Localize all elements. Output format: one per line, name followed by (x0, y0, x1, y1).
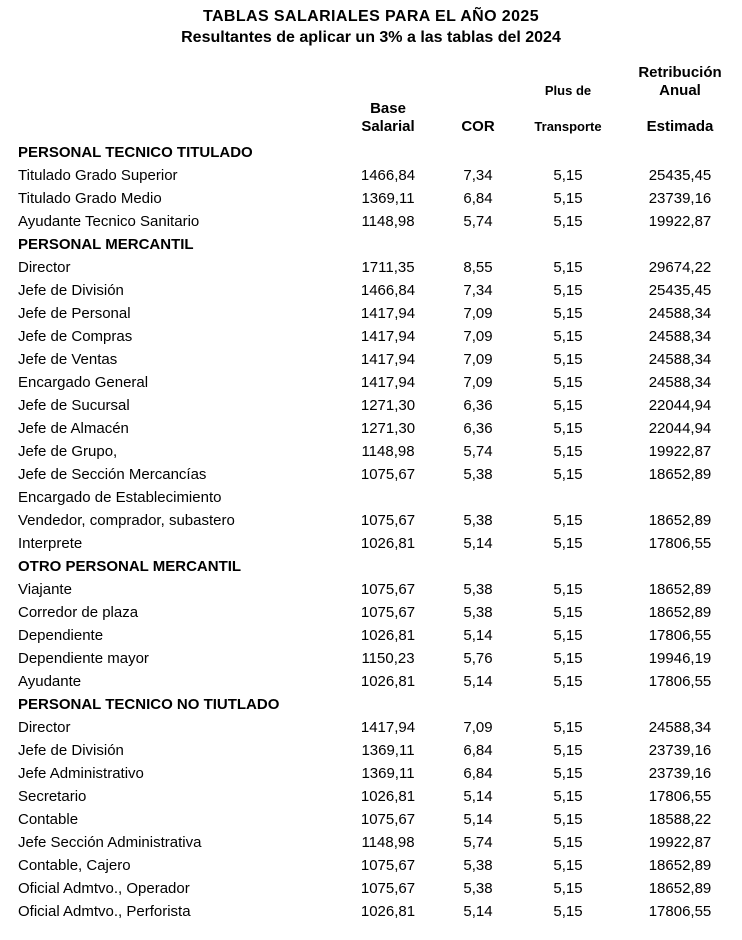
salary-row (0, 877, 742, 900)
salary-row (0, 440, 742, 463)
base-salarial-cell: 1075,67 (360, 466, 416, 483)
header-line-2 (0, 82, 742, 100)
column-header-base-line1: Base (370, 100, 406, 117)
section-header-row (0, 141, 742, 164)
retribucion-anual-cell: 18588,22 (648, 811, 712, 828)
cor-cell: 5,76 (463, 650, 493, 667)
salary-row (0, 739, 742, 762)
plus-transporte-cell: 5,15 (553, 466, 583, 483)
salary-row (0, 509, 742, 532)
section-title: PERSONAL TECNICO TITULADO (18, 144, 253, 161)
plus-transporte-cell: 5,15 (553, 351, 583, 368)
retribucion-anual-cell: 18652,89 (648, 466, 712, 483)
salary-row (0, 785, 742, 808)
salary-row (0, 348, 742, 371)
salary-row (0, 900, 742, 923)
salary-row (0, 256, 742, 279)
job-title-cell: Titulado Grado Superior (18, 167, 178, 184)
job-title-cell: Jefe de Grupo, (18, 443, 118, 460)
salary-row (0, 854, 742, 877)
plus-transporte-cell: 5,15 (553, 328, 583, 345)
cor-cell: 6,36 (463, 397, 493, 414)
plus-transporte-cell: 5,15 (553, 903, 583, 920)
cor-cell: 5,14 (463, 903, 493, 920)
base-salarial-cell: 1417,94 (360, 328, 416, 345)
job-title-cell: Jefe de División (18, 282, 124, 299)
salary-table-body (0, 141, 742, 923)
base-salarial-cell: 1271,30 (360, 397, 416, 414)
retribucion-anual-cell: 18652,89 (648, 512, 712, 529)
base-salarial-cell: 1148,98 (361, 443, 415, 460)
retribucion-anual-cell: 23739,16 (648, 765, 712, 782)
page-subtitle: Resultantes de aplicar un 3% a las tablas del 2024 (181, 29, 561, 46)
job-title-cell: Jefe Administrativo (18, 765, 144, 782)
plus-transporte-cell: 5,15 (553, 627, 583, 644)
base-salarial-cell: 1148,98 (361, 213, 415, 230)
plus-transporte-cell: 5,15 (553, 167, 583, 184)
base-salarial-cell: 1075,67 (360, 811, 416, 828)
retribucion-anual-cell: 24588,34 (648, 305, 712, 322)
base-salarial-cell: 1271,30 (360, 420, 416, 437)
cor-cell: 5,38 (463, 880, 493, 897)
salary-row (0, 624, 742, 647)
plus-transporte-cell: 5,15 (553, 811, 583, 828)
plus-transporte-cell: 5,15 (553, 535, 583, 552)
salary-row (0, 670, 742, 693)
base-salarial-cell: 1369,11 (361, 190, 415, 207)
job-title-cell: Corredor de plaza (18, 604, 139, 621)
base-salarial-cell: 1369,11 (361, 765, 415, 782)
plus-transporte-cell: 5,15 (553, 650, 583, 667)
plus-transporte-cell: 5,15 (553, 282, 583, 299)
base-salarial-cell: 1026,81 (360, 903, 416, 920)
base-salarial-cell: 1075,67 (360, 512, 416, 529)
job-title-cell: Dependiente mayor (18, 650, 149, 667)
cor-cell: 6,36 (463, 420, 493, 437)
cor-cell: 5,14 (463, 535, 493, 552)
header-line-3 (0, 100, 742, 118)
cor-cell: 5,38 (463, 857, 493, 874)
job-title-cell: Jefe de Compras (18, 328, 133, 345)
section-header-row (0, 693, 742, 716)
column-header-plus-line2: Transporte (534, 119, 602, 134)
retribucion-anual-cell: 17806,55 (648, 627, 712, 644)
plus-transporte-cell: 5,15 (553, 673, 583, 690)
base-salarial-cell: 1466,84 (360, 282, 416, 299)
salary-row (0, 647, 742, 670)
salary-row (0, 601, 742, 624)
base-salarial-cell: 1417,94 (360, 374, 416, 391)
job-title-cell: Jefe de Ventas (18, 351, 118, 368)
section-title: PERSONAL TECNICO NO TIUTLADO (18, 696, 280, 713)
job-title-cell: Jefe de División (18, 742, 124, 759)
retribucion-anual-cell: 19922,87 (648, 834, 712, 851)
cor-cell: 5,38 (463, 512, 493, 529)
job-title-cell: Ayudante Tecnico Sanitario (18, 213, 200, 230)
cor-cell: 5,14 (463, 788, 493, 805)
retribucion-anual-cell: 17806,55 (648, 673, 712, 690)
cor-cell: 6,84 (463, 742, 493, 759)
salary-row (0, 210, 742, 233)
retribucion-anual-cell: 24588,34 (648, 374, 712, 391)
cor-cell: 7,09 (463, 305, 493, 322)
job-title-cell: Encargado de Establecimiento (18, 489, 222, 506)
base-salarial-cell: 1711,35 (361, 259, 415, 276)
plus-transporte-cell: 5,15 (553, 604, 583, 621)
cor-cell: 7,34 (463, 167, 493, 184)
base-salarial-cell: 1075,67 (360, 604, 416, 621)
job-title-cell: Jefe de Sección Mercancías (18, 466, 207, 483)
retribucion-anual-cell: 22044,94 (648, 420, 712, 437)
cor-cell: 5,38 (463, 604, 493, 621)
salary-row (0, 417, 742, 440)
job-title-cell: Jefe de Almacén (18, 420, 129, 437)
cor-cell: 5,14 (463, 673, 493, 690)
salary-row (0, 394, 742, 417)
salary-row (0, 578, 742, 601)
cor-cell: 7,34 (463, 282, 493, 299)
salary-row (0, 187, 742, 210)
job-title-cell: Interprete (18, 535, 83, 552)
cor-cell: 7,09 (463, 351, 493, 368)
base-salarial-cell: 1075,67 (360, 880, 416, 897)
job-title-cell: Director (18, 719, 71, 736)
cor-cell: 6,84 (463, 765, 493, 782)
plus-transporte-cell: 5,15 (553, 719, 583, 736)
job-title-cell: Dependiente (18, 627, 104, 644)
cor-cell: 5,38 (463, 581, 493, 598)
salary-row (0, 486, 742, 509)
base-salarial-cell: 1417,94 (360, 351, 416, 368)
column-header-retribucion-line2: Anual (659, 82, 701, 99)
page-title: TABLAS SALARIALES PARA EL AÑO 2025 (202, 8, 539, 25)
header-line-4 (0, 118, 742, 136)
base-salarial-cell (338, 486, 438, 509)
job-title-cell: Contable (18, 811, 79, 828)
salary-row (0, 532, 742, 555)
retribucion-anual-cell: 23739,16 (648, 190, 712, 207)
salary-row (0, 762, 742, 785)
base-salarial-cell: 1417,94 (360, 305, 416, 322)
retribucion-anual-cell: 29674,22 (648, 259, 712, 276)
job-title-cell: Jefe de Personal (18, 305, 131, 322)
plus-transporte-cell: 5,15 (553, 190, 583, 207)
plus-transporte-cell: 5,15 (553, 742, 583, 759)
base-salarial-cell: 1026,81 (360, 673, 416, 690)
retribucion-anual-cell: 18652,89 (648, 581, 712, 598)
retribucion-anual-cell: 19946,19 (648, 650, 712, 667)
base-salarial-cell: 1148,98 (361, 834, 415, 851)
base-salarial-cell: 1026,81 (360, 788, 416, 805)
salary-row (0, 279, 742, 302)
cor-cell: 5,74 (463, 213, 493, 230)
cor-cell: 5,74 (463, 834, 493, 851)
retribucion-anual-cell: 18652,89 (648, 880, 712, 897)
table-header (0, 64, 742, 136)
job-title-cell: Ayudante (18, 673, 82, 690)
plus-transporte-cell: 5,15 (553, 213, 583, 230)
section-header-row (0, 555, 742, 578)
cor-cell: 5,74 (463, 443, 493, 460)
base-salarial-cell: 1369,11 (361, 742, 415, 759)
plus-transporte-cell: 5,15 (553, 420, 583, 437)
job-title-cell: Contable, Cajero (18, 857, 131, 874)
retribucion-anual-cell: 19922,87 (648, 213, 712, 230)
cor-cell: 7,09 (463, 328, 493, 345)
job-title-cell: Jefe Sección Administrativa (18, 834, 202, 851)
job-title-cell: Vendedor, comprador, subastero (18, 512, 235, 529)
job-title-cell: Director (18, 259, 71, 276)
section-header-row (0, 233, 742, 256)
plus-transporte-cell: 5,15 (553, 880, 583, 897)
job-title-cell: Oficial Admtvo., Operador (18, 880, 190, 897)
base-salarial-cell: 1026,81 (360, 627, 416, 644)
column-header-cor: COR (461, 118, 495, 135)
cor-cell: 5,38 (463, 466, 493, 483)
retribucion-anual-cell: 17806,55 (648, 903, 712, 920)
base-salarial-cell: 1466,84 (360, 167, 416, 184)
salary-row (0, 808, 742, 831)
base-salarial-cell: 1026,81 (360, 535, 416, 552)
job-title-cell: Oficial Admtvo., Perforista (18, 903, 191, 920)
cor-cell: 7,09 (463, 719, 493, 736)
salary-row (0, 371, 742, 394)
base-salarial-cell: 1150,23 (361, 650, 415, 667)
cor-cell: 5,14 (463, 627, 493, 644)
cor-cell: 8,55 (463, 259, 493, 276)
job-title-cell: Secretario (18, 788, 87, 805)
cor-cell: 5,14 (463, 811, 493, 828)
plus-transporte-cell: 5,15 (553, 305, 583, 322)
retribucion-anual-cell: 18652,89 (648, 857, 712, 874)
salary-row (0, 302, 742, 325)
salary-row (0, 164, 742, 187)
job-title-cell: Jefe de Sucursal (18, 397, 130, 414)
plus-transporte-cell: 5,15 (553, 259, 583, 276)
plus-transporte-cell: 5,15 (553, 512, 583, 529)
retribucion-anual-cell: 19922,87 (648, 443, 712, 460)
column-header-retribucion-line1: Retribución (638, 64, 722, 81)
base-salarial-cell: 1075,67 (360, 857, 416, 874)
salary-row (0, 463, 742, 486)
section-title: PERSONAL MERCANTIL (18, 236, 194, 253)
retribucion-anual-cell: 17806,55 (648, 535, 712, 552)
column-header-plus-line1: Plus de (544, 83, 592, 98)
plus-transporte-cell (518, 486, 618, 509)
retribucion-anual-cell: 24588,34 (648, 328, 712, 345)
retribucion-anual-cell: 18652,89 (648, 604, 712, 621)
salary-row (0, 325, 742, 348)
plus-transporte-cell: 5,15 (553, 374, 583, 391)
base-salarial-cell: 1075,67 (360, 581, 416, 598)
plus-transporte-cell: 5,15 (553, 765, 583, 782)
retribucion-anual-cell: 24588,34 (648, 351, 712, 368)
section-title: OTRO PERSONAL MERCANTIL (18, 558, 242, 575)
plus-transporte-cell: 5,15 (553, 788, 583, 805)
column-header-retribucion-line3: Estimada (646, 118, 714, 135)
plus-transporte-cell: 5,15 (553, 443, 583, 460)
plus-transporte-cell: 5,15 (553, 581, 583, 598)
job-title-cell: Encargado General (18, 374, 149, 391)
plus-transporte-cell: 5,15 (553, 857, 583, 874)
column-header-base-line2: Salarial (361, 118, 415, 135)
salary-row (0, 831, 742, 854)
header-line-1 (0, 64, 742, 82)
cor-cell (438, 486, 518, 509)
retribucion-anual-cell: 25435,45 (648, 167, 712, 184)
retribucion-anual-cell: 22044,94 (648, 397, 712, 414)
cor-cell: 6,84 (463, 190, 493, 207)
job-title-cell: Viajante (18, 581, 72, 598)
retribucion-anual-cell: 23739,16 (648, 742, 712, 759)
salary-row (0, 716, 742, 739)
retribucion-anual-cell: 25435,45 (648, 282, 712, 299)
base-salarial-cell: 1417,94 (360, 719, 416, 736)
retribucion-anual-cell (618, 486, 742, 509)
job-title-cell: Titulado Grado Medio (18, 190, 162, 207)
retribucion-anual-cell: 17806,55 (648, 788, 712, 805)
cor-cell: 7,09 (463, 374, 493, 391)
title-block (0, 0, 742, 48)
plus-transporte-cell: 5,15 (553, 397, 583, 414)
plus-transporte-cell: 5,15 (553, 834, 583, 851)
retribucion-anual-cell: 24588,34 (648, 719, 712, 736)
